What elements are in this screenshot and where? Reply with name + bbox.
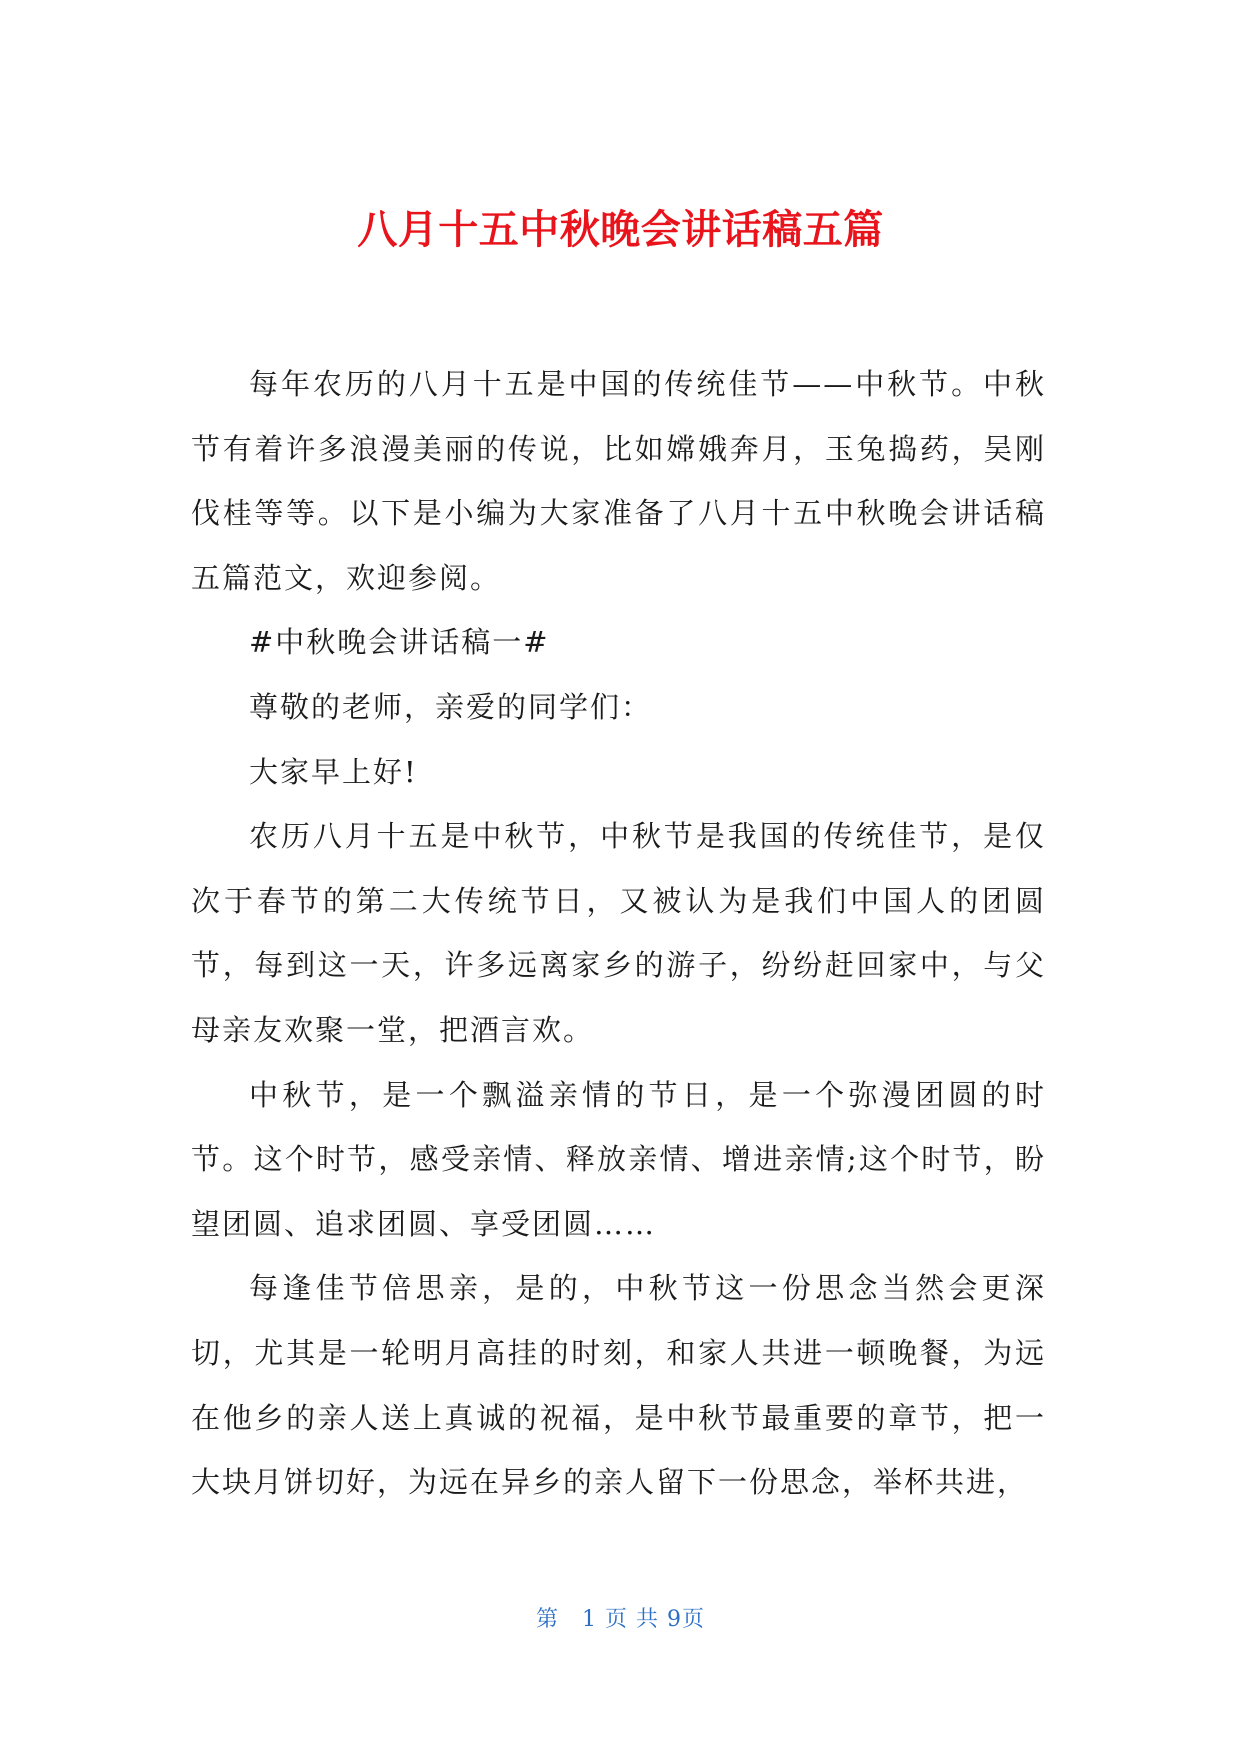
paragraph-body: 农历八月十五是中秋节，中秋节是我国的传统佳节，是仅次于春节的第二大传统节日，又被认为是我们中国人的团圆节，每到这一天，许多远离家乡的游子，纷纷赶回家中，与父母亲友欢聚一堂，把酒言欢。 bbox=[191, 819, 1046, 1047]
salutation: 尊敬的老师，亲爱的同学们： bbox=[249, 689, 653, 724]
page-number-footer: 第 1 页 共 9页 bbox=[536, 1607, 705, 1632]
paragraph-intro: 每年农历的八月十五是中国的传统佳节——中秋节。中秋节有着许多浪漫美丽的传说，比如嫦娥奔月，玉兔捣药，吴刚伐桂等等。以下是小编为大家准备了八月十五中秋晚会讲话稿五篇范文，欢迎参阅。 bbox=[191, 367, 1046, 595]
paragraph-body: 中秋节，是一个飘溢亲情的节日，是一个弥漫团圆的时节。这个时节，感受亲情、释放亲情、增进亲情;这个时节，盼望团圆、追求团圆、享受团圆…… bbox=[191, 1077, 1046, 1241]
paragraph-body: 每逢佳节倍思亲，是的，中秋节这一份思念当然会更深切，尤其是一轮明月高挂的时刻，和家人共进一顿晚餐，为远在他乡的亲人送上真诚的祝福，是中秋节最重要的章节，把一大块月饼切好，为远在异乡的亲人留下一份思念，举杯共进， bbox=[191, 1271, 1046, 1500]
document-body bbox=[191, 352, 1046, 1515]
section-heading: #中秋晚会讲话稿一# bbox=[249, 625, 550, 660]
greeting: 大家早上好! bbox=[249, 754, 418, 789]
document-title: 八月十五中秋晚会讲话稿五篇 bbox=[357, 207, 884, 253]
